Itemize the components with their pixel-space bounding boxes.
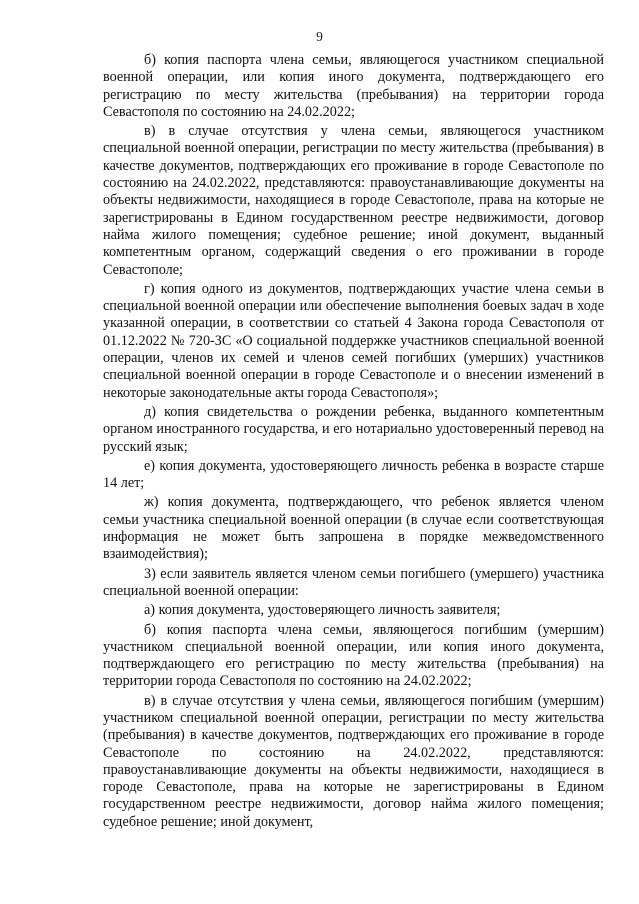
page-number: 9 [316, 29, 323, 44]
paragraph-b-deceased-passport: б) копия паспорта члена семьи, являющегося погибшим (умершим) участником специальной военной операции, или копия иного документа, подтверждающего его регистрацию по месту жительства (пребывания) на территории города Севастополя по состоянию на 24.02.2022; [103, 621, 604, 690]
paragraph-v-no-registration: в) в случае отсутствия у члена семьи, являющегося участником специальной военной операции, регистрации по месту жительства (пребывания) в качестве документов, подтверждающих его проживание в городе Севастополе по состоянию на 24.02.2022, представляются: правоустанавливающие документы на объекты недвижимости, находящиеся в городе Севастополе, права на которые не зарегистрированы в Едином государственном реестре недвижимости, договор найма жилого помещения; судебное решение; иной документ, выданный компетентным органом, содержащий сведения о его проживании в городе Севастополе; [103, 123, 604, 278]
paragraph-zh-family-membership: ж) копия документа, подтверждающего, что ребенок является членом семьи участника специальной военной операции (в случае если соответствующая информация не может быть запрошена в порядке межведомственного взаимодействия); [103, 494, 604, 563]
paragraph-3-deceased-family: 3) если заявитель является членом семьи погибшего (умершего) участника специальной военной операции: [103, 565, 604, 599]
document-body [103, 52, 604, 833]
paragraph-b-passport: б) копия паспорта члена семьи, являющегося участником специальной военной операции, или копия иного документа, подтверждающего его регистрацию по месту жительства (пребывания) на территории города Севастополя по состоянию на 24.02.2022; [103, 52, 604, 120]
paragraph-v-deceased-no-registration: в) в случае отсутствия у члена семьи, являющегося погибшим (умершим) участником специальной военной операции, регистрации по месту жительства (пребывания) в качестве документов, подтверждающих его проживание в городе Севастополе по состоянию на 24.02.2022, представляются: правоустанавливающие документы на объекты недвижимости, находящиеся в городе Севастополе, права на которые не зарегистрированы в Едином государственном реестре недвижимости, договор найма жилого помещения; судебное решение; иной документ, [103, 692, 604, 830]
paragraph-d-birth-certificate: д) копия свидетельства о рождении ребенка, выданного компетентным органом иностранного государства, и его нотариально удостоверенный перевод на русский язык; [103, 403, 604, 455]
paragraph-a-applicant-id: а) копия документа, удостоверяющего личность заявителя; [144, 602, 501, 619]
paragraph-g-participation-docs: г) копия одного из документов, подтверждающих участие члена семьи в специальной военной операции или обеспечение выполнения боевых задач в ходе указанной операции, в соответствии со статьей 4 Закона города Севастополя от 01.12.2022 № 720-ЗС «О социальной поддержке участников специальной военной операции, членов их семей и членов семей погибших (умерших) участников специальной военной операции в городе Севастополе и о внесении изменений в некоторые законодательные акты города Севастополя»; [103, 280, 604, 401]
paragraph-e-child-id: е) копия документа, удостоверяющего личность ребенка в возрасте старше 14 лет; [103, 457, 604, 492]
